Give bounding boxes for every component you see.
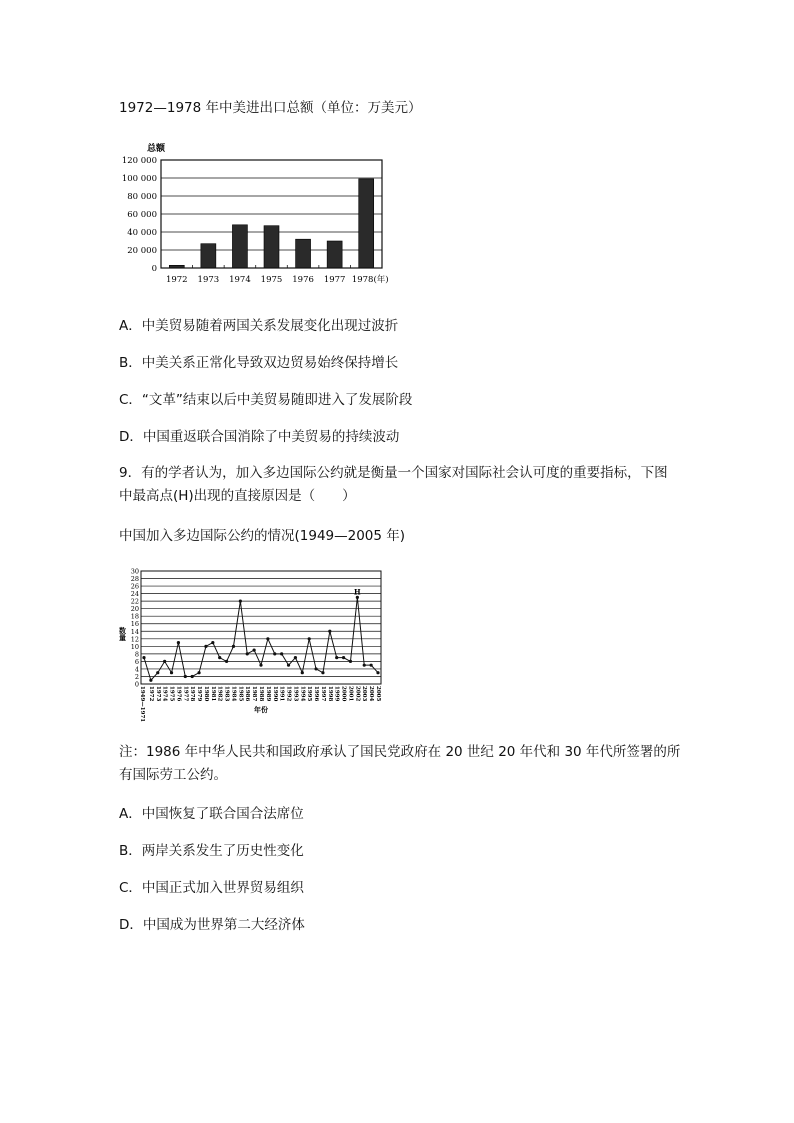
- conventions-point: [321, 671, 324, 674]
- bar-x-tick: 1978(年): [351, 275, 389, 285]
- line-x-tick: 1990: [271, 686, 278, 702]
- conventions-point: [266, 637, 269, 640]
- conventions-point: [225, 660, 228, 663]
- line-x-tick: 1996: [313, 686, 320, 702]
- line-x-tick: 1973: [154, 686, 161, 702]
- line-y-tick: 16: [130, 620, 139, 629]
- line-x-tick: 1972: [147, 686, 154, 702]
- bar-x-tick: 1973: [197, 275, 220, 285]
- line-y-tick: 10: [130, 642, 139, 651]
- conventions-point: [163, 660, 166, 663]
- conventions-point: [363, 664, 366, 667]
- conventions-point: [184, 675, 187, 678]
- trade-bar: [232, 225, 247, 268]
- q9-option-b: B．两岸关系发生了历史性变化: [119, 843, 304, 859]
- line-x-tick: 1992: [285, 686, 292, 702]
- q8-option-a: A．中美贸易随着两国关系发展变化出现过波折: [119, 318, 399, 334]
- line-x-tick: 1985: [237, 686, 244, 702]
- line-x-tick: 1986: [244, 686, 251, 702]
- line-x-tick: 1997: [319, 686, 326, 702]
- q8-option-b: B．中美关系正常化导致双边贸易始终保持增长: [119, 355, 399, 371]
- line-y-tick: 18: [130, 612, 139, 621]
- conventions-point: [280, 652, 283, 655]
- line-x-tick: 1987: [251, 686, 258, 702]
- q9-stem: 9．有的学者认为，加入多边国际公约就是衡量一个国家对国际社会认可度的重要指标，下图中最高点(H)出现的直接原因是（ ）: [119, 465, 668, 504]
- bar-y-tick: 40 000: [127, 228, 157, 238]
- line-x-tick: 1989: [264, 686, 271, 702]
- line-x-tick: 1949—1971: [139, 686, 145, 723]
- line-x-tick: 1995: [306, 686, 313, 702]
- line-x-tick: 1979: [196, 686, 203, 702]
- bar-y-tick: 0: [151, 264, 157, 274]
- conventions-point: [191, 675, 194, 678]
- conventions-point: [218, 656, 221, 659]
- conventions-point: [376, 671, 379, 674]
- note-text: 注：1986 年中华人民共和国政府承认了国民党政府在 20 世纪 20 年代和 30 年代所签署的所有国际劳工公约。: [119, 744, 681, 783]
- trade-bar: [359, 179, 374, 268]
- line-y-tick: 6: [134, 657, 139, 666]
- line-x-tick: 1994: [299, 686, 306, 702]
- conventions-point: [177, 641, 180, 644]
- line-x-tick: 1977: [182, 686, 189, 702]
- q9-option-c: C．中国正式加入世界贸易组织: [119, 880, 304, 896]
- line-y-tick: 14: [130, 627, 139, 636]
- line-y-tick: 28: [130, 575, 139, 584]
- conventions-point: [149, 679, 152, 682]
- conventions-x-axis-label: 年份: [254, 705, 268, 714]
- trade-bar: [327, 241, 342, 268]
- bar-y-tick: 120 000: [121, 156, 157, 166]
- line-x-tick: 1993: [292, 686, 299, 702]
- line-x-tick: 1998: [326, 686, 333, 702]
- conventions-point: [197, 671, 200, 674]
- bar-y-tick: 20 000: [127, 246, 157, 256]
- bar-x-tick: 1975: [260, 275, 283, 285]
- conventions-line-chart: [114, 564, 384, 724]
- conventions-point: [239, 600, 242, 603]
- chart1-caption: 1972—1978 年中美进出口总额（单位：万美元）: [119, 100, 422, 116]
- bar-y-tick: 60 000: [127, 210, 157, 220]
- conventions-point: [328, 630, 331, 633]
- conventions-y-axis-label: 数量: [118, 627, 128, 641]
- conventions-point: [170, 671, 173, 674]
- conventions-point: [342, 656, 345, 659]
- conventions-point: [273, 652, 276, 655]
- line-y-tick: 0: [134, 680, 139, 689]
- trade-bar: [201, 244, 216, 268]
- line-x-tick: 1980: [202, 686, 209, 702]
- line-x-tick: 2004: [368, 686, 375, 702]
- conventions-point: [204, 645, 207, 648]
- line-x-tick: 1974: [161, 686, 168, 702]
- conventions-point: [301, 671, 304, 674]
- line-y-tick: 12: [130, 635, 139, 644]
- conventions-point: [349, 660, 352, 663]
- bar-x-tick: 1976: [292, 275, 314, 285]
- conventions-point: [335, 656, 338, 659]
- line-x-tick: 1983: [223, 686, 230, 702]
- line-x-tick: 1984: [230, 686, 237, 702]
- line-y-tick: 20: [130, 605, 139, 614]
- bar-y-tick: 100 000: [121, 174, 157, 184]
- q9-option-a: A．中国恢复了联合国合法席位: [119, 806, 304, 822]
- line-x-tick: 1978: [189, 686, 196, 702]
- q8-option-c: C．“文革”结束以后中美贸易随即进入了发展阶段: [119, 392, 413, 408]
- line-y-tick: 22: [130, 597, 139, 606]
- line-x-tick: 2002: [354, 686, 361, 702]
- line-x-tick: 1976: [175, 686, 182, 702]
- line-x-tick: 1988: [258, 686, 264, 702]
- conventions-point: [287, 664, 290, 667]
- trade-y-axis-label: 总额: [147, 144, 166, 154]
- line-y-tick: 26: [130, 582, 139, 591]
- bar-y-tick: 80 000: [127, 192, 157, 202]
- conventions-point: [232, 645, 235, 648]
- line-y-tick: 8: [134, 650, 139, 659]
- conventions-point: [294, 656, 297, 659]
- conventions-point: [142, 656, 145, 659]
- line-x-tick: 1982: [216, 686, 223, 702]
- conventions-point: [370, 664, 373, 667]
- line-x-tick: 1991: [278, 686, 285, 702]
- conventions-point: [308, 637, 311, 640]
- line-x-tick: 1975: [168, 686, 175, 702]
- line-y-tick: 2: [134, 672, 139, 681]
- conventions-point: [156, 671, 159, 674]
- line-x-tick: 2000: [340, 686, 347, 702]
- trade-bar: [296, 239, 311, 268]
- chart2-caption: 中国加入多边国际公约的情况(1949—2005 年): [119, 528, 406, 544]
- line-y-tick: 4: [134, 665, 139, 674]
- trade-bar: [264, 226, 279, 268]
- peak-h-label: H: [354, 587, 361, 597]
- bar-x-tick: 1977: [323, 275, 346, 285]
- line-y-tick: 30: [130, 567, 139, 576]
- conventions-point: [259, 664, 262, 667]
- line-x-tick: 1981: [209, 686, 216, 702]
- conventions-point: [211, 641, 214, 644]
- q8-option-d: D．中国重返联合国消除了中美贸易的持续波动: [119, 429, 400, 445]
- line-x-tick: 2001: [347, 686, 354, 702]
- conventions-point: [253, 649, 256, 652]
- bar-x-tick: 1974: [229, 275, 251, 285]
- line-x-tick: 1999: [333, 686, 340, 702]
- line-x-tick: 2005: [375, 686, 381, 702]
- line-y-tick: 24: [130, 590, 139, 599]
- line-x-tick: 2003: [361, 686, 368, 702]
- q9-option-d: D．中国成为世界第二大经济体: [119, 917, 305, 933]
- trade-bar-chart: [117, 140, 417, 290]
- bar-x-tick: 1972: [165, 275, 188, 285]
- conventions-point: [246, 652, 249, 655]
- conventions-point: [314, 667, 317, 670]
